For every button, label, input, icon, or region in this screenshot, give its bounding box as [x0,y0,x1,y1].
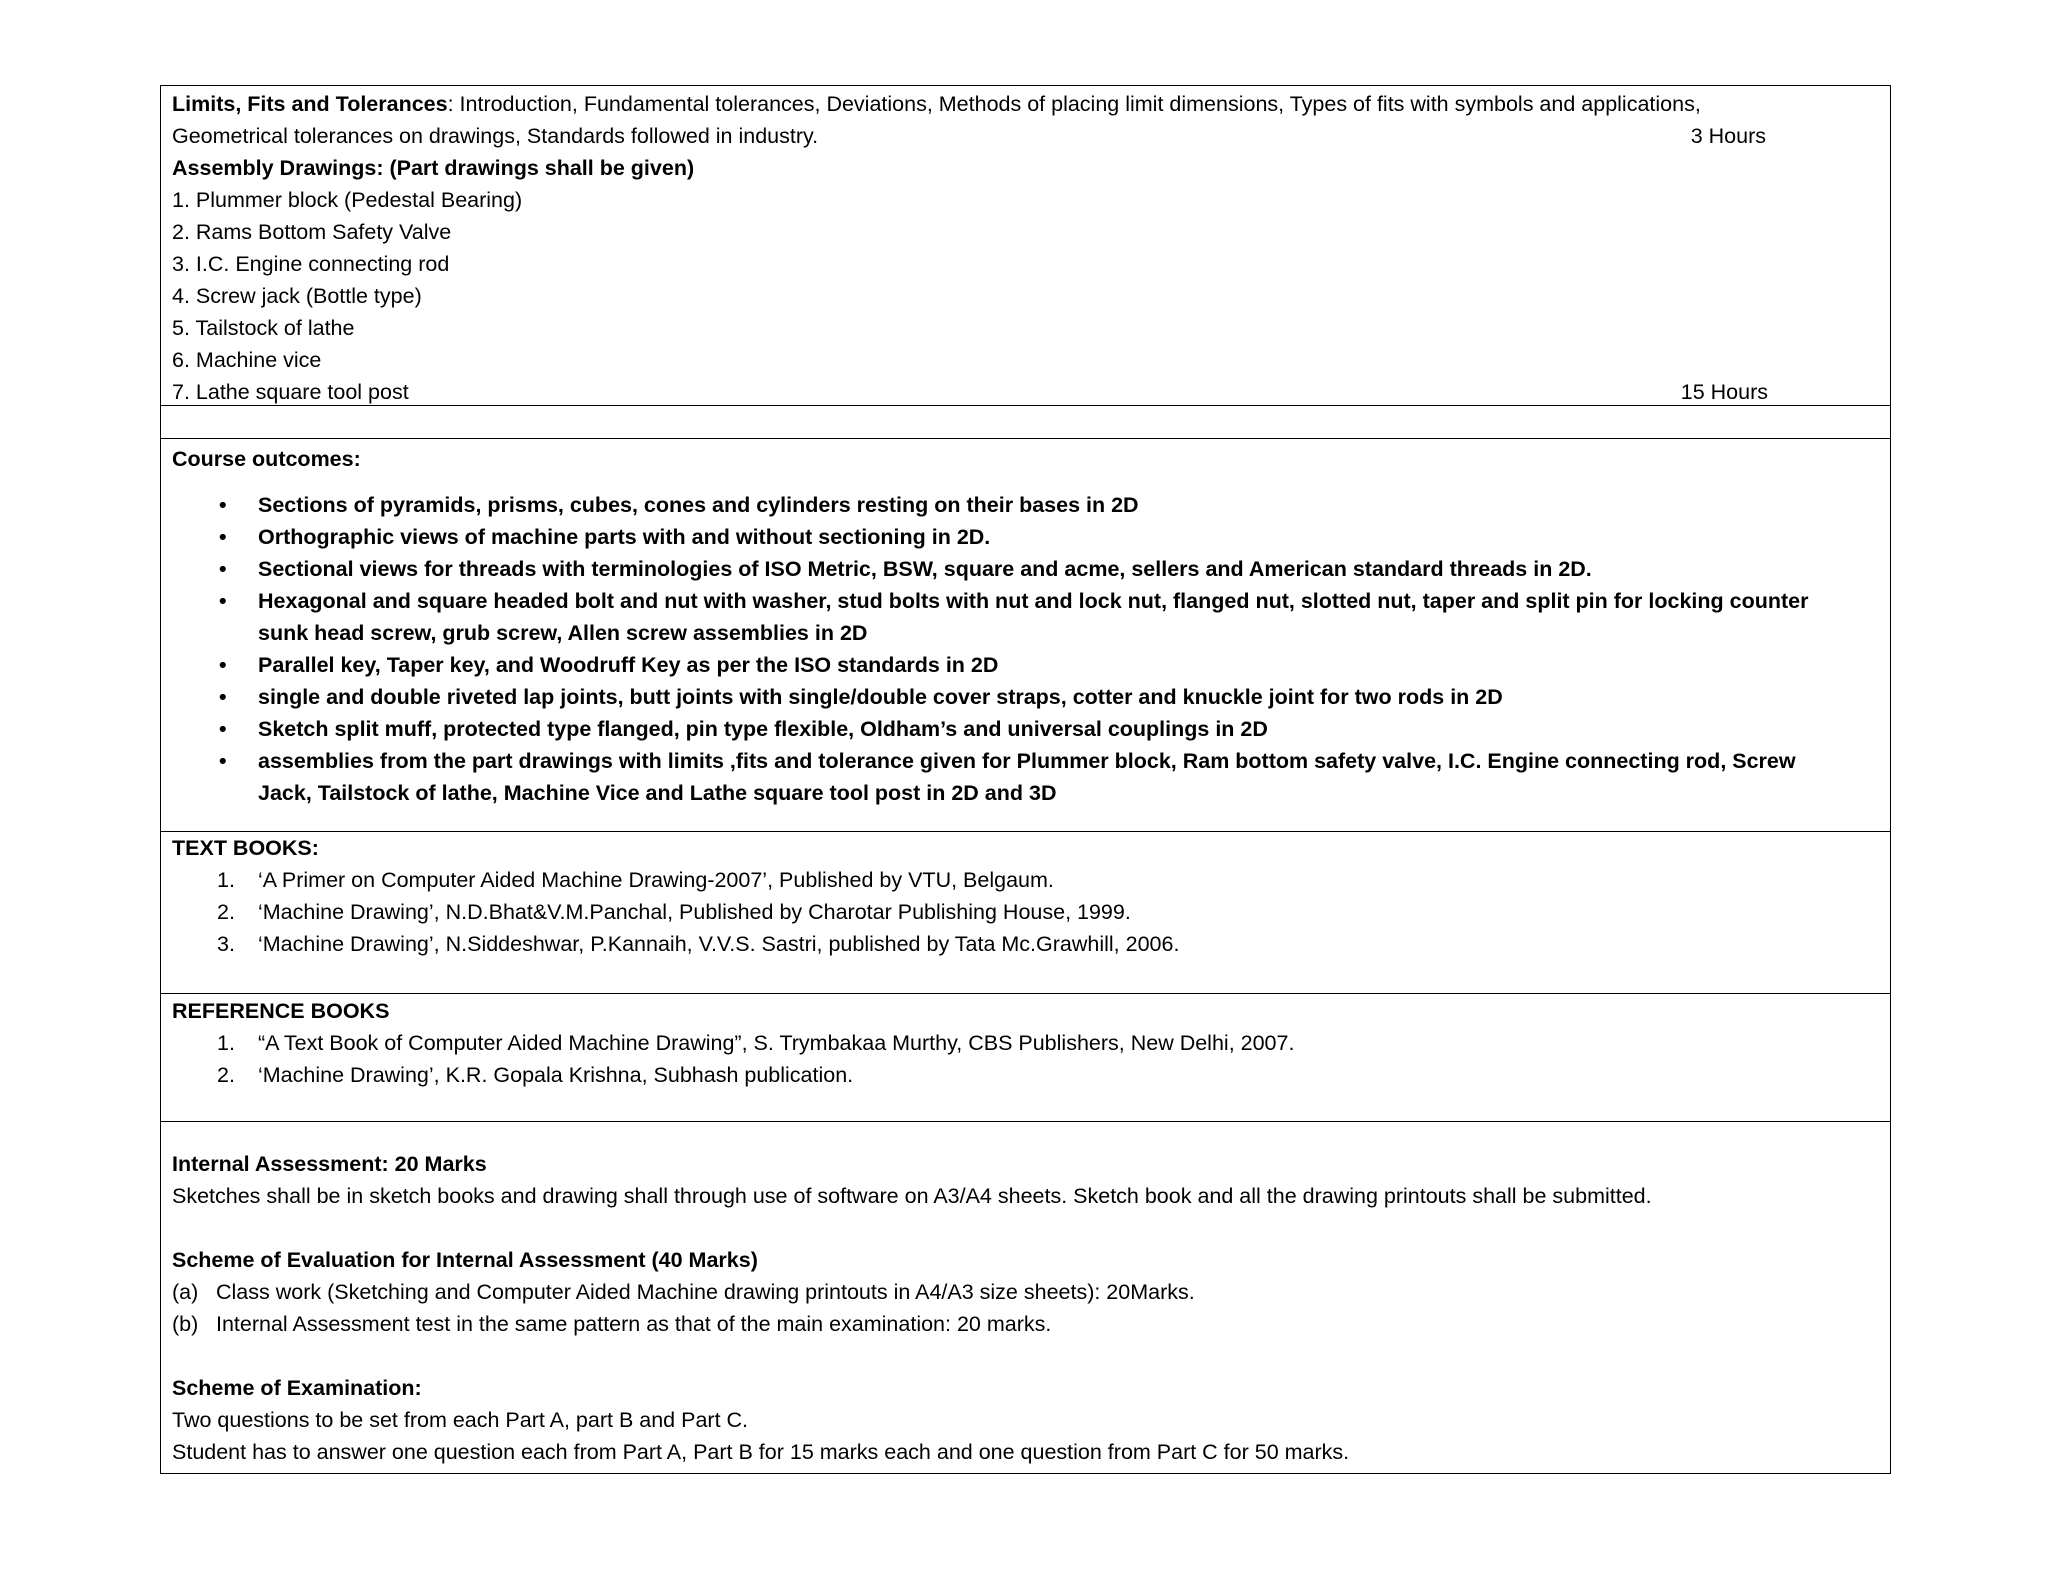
list-item: 3. ‘Machine Drawing’, N.Siddeshwar, P.Kannaih, V.V.S. Sastri, published by Tata Mc.Grawhill, 2006. [217,932,1180,956]
list-item: • Parallel key, Taper key, and Woodruff Key as per the ISO standards in 2D [172,649,1892,681]
limits-intro-line-2 [172,120,1879,152]
assembly-item: 2. Rams Bottom Safety Valve [172,220,452,244]
assembly-title: Assembly Drawings: (Part drawings shall be given) [172,156,695,180]
limits-title: Limits, Fits and Tolerances [172,92,448,116]
bullet-icon: • [219,685,227,709]
assessment-row [161,1122,1890,1473]
text-books-title: TEXT BOOKS: [172,836,319,860]
assembly-item: 6. Machine vice [172,348,322,372]
reference-books-row [161,994,1890,1122]
bullet-icon: • [219,493,227,517]
course-outcomes-row [161,439,1890,832]
limits-text-1: : Introduction, Fundamental tolerances, Deviations, Methods of placing limit dimensions, Types of fits with symbols and applications, [447,92,1701,116]
list-item: 2. ‘Machine Drawing’, K.R. Gopala Krishna, Subhash publication. [217,1063,854,1087]
bullet-icon: • [219,749,227,773]
limits-text-2: Geometrical tolerances on drawings, Standards followed in industry. [172,124,819,148]
bullet-icon: • [219,653,227,677]
reference-books-title: REFERENCE BOOKS [172,999,390,1023]
list-item: • single and double riveted lap joints, butt joints with single/double cover straps, cotter and knuckle joint for two rods in 2D [172,681,1892,713]
course-outcomes-title: Course outcomes: [172,447,361,471]
assembly-item: 5. Tailstock of lathe [172,316,355,340]
assembly-item: 4. Screw jack (Bottle type) [172,284,422,308]
list-item: • assemblies from the part drawings with limits ,fits and tolerance given for Plummer block, Ram bottom safety valve, I.C. Engine connecting rod, Screw Jack, Tailstock of lathe, Machine Vice and Lathe square tool post in 2D and 3D [172,745,1892,809]
limits-hours: 3 Hours [1690,124,1766,148]
assembly-item: 3. I.C. Engine connecting rod [172,252,450,276]
list-item: • Sectional views for threads with terminologies of ISO Metric, BSW, square and acme, sellers and American standard threads in 2D. [172,553,1892,585]
list-item: • Sketch split muff, protected type flanged, pin type flexible, Oldham’s and universal couplings in 2D [172,713,1892,745]
limits-intro-line [172,88,1879,120]
scheme-exam-line-2: Student has to answer one question each from Part A, Part B for 15 marks each and one question from Part C for 50 marks. [172,1440,1350,1464]
assembly-item-last [172,376,1879,408]
course-outcomes-list [172,489,1879,809]
list-item: (a) Class work (Sketching and Computer Aided Machine drawing printouts in A4/A3 size sheets): 20Marks. [172,1280,1195,1304]
scheme-internal-title: Scheme of Evaluation for Internal Assessment (40 Marks) [172,1248,758,1272]
reference-books-list [172,1027,1879,1091]
text-books-row [161,832,1890,994]
list-item: (b) Internal Assessment test in the same pattern as that of the main examination: 20 marks. [172,1312,1052,1336]
list-item: • Hexagonal and square headed bolt and nut with washer, stud bolts with nut and lock nut, flanged nut, slotted nut, taper and split pin for locking counter sunk head screw, grub screw, Allen screw assemblies in 2D [172,585,1892,649]
internal-assessment-text: Sketches shall be in sketch books and drawing shall through use of software on A3/A4 sheets. Sketch book and all the drawing printouts shall be submitted. [172,1184,1652,1208]
list-item: • Orthographic views of machine parts with and without sectioning in 2D. [172,521,1892,553]
syllabus-table [160,85,1891,1474]
internal-assessment-title: Internal Assessment: 20 Marks [172,1152,487,1176]
limits-assembly-row [161,86,1890,406]
assembly-item: 1. Plummer block (Pedestal Bearing) [172,188,523,212]
bullet-icon: • [219,589,227,613]
scheme-exam-line-1: Two questions to be set from each Part A, part B and Part C. [172,1408,749,1432]
bullet-icon: • [219,717,227,741]
blank-row [161,406,1890,439]
scheme-exam-title: Scheme of Examination: [172,1376,422,1400]
list-item: 1. ‘A Primer on Computer Aided Machine Drawing-2007’, Published by VTU, Belgaum. [217,868,1054,892]
assembly-item: 7. Lathe square tool post [172,380,409,404]
assembly-hours: 15 Hours [1680,380,1768,404]
bullet-icon: • [219,525,227,549]
list-item: 1. “A Text Book of Computer Aided Machine Drawing”, S. Trymbakaa Murthy, CBS Publishers, New Delhi, 2007. [217,1031,1295,1055]
list-item: 2. ‘Machine Drawing’, N.D.Bhat&V.M.Panchal, Published by Charotar Publishing House, 1999. [217,900,1131,924]
bullet-icon: • [219,557,227,581]
list-item: • Sections of pyramids, prisms, cubes, cones and cylinders resting on their bases in 2D [172,489,1892,521]
text-books-list [172,864,1879,960]
